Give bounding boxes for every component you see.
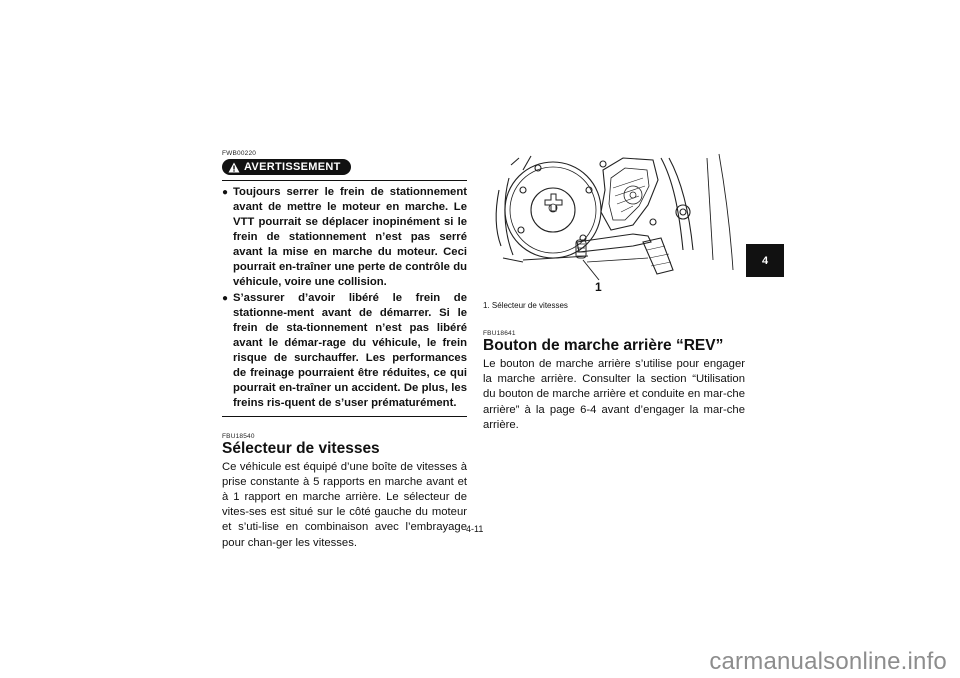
warning-item-text: S’assurer d’avoir libéré le frein de stationne-ment avant de démarrer. Si le frein de sta-tionnement n’est pas libéré avant le démar-rage du véhicule, le frein risque de surchauffer. Les performances de freinage pourraient être réduites, ce qui pourrait en-traîner un accident. De plus, les freins ris-quent de s’user prématurément. <box>233 291 467 409</box>
warning-item-text: Toujours serrer le frein de stationnement avant de mettre le moteur en marche. Le VTT pourrait se déplacer inopinément si le frein de stationnement n’est pas serré avant la mise en marche du moteur. Ceci pourrait en-traîner une perte de contrôle du véhicule, voire une collision. <box>233 185 467 288</box>
section-title: Sélecteur de vitesses <box>222 439 380 457</box>
section-body: Ce véhicule est équipé d’une boîte de vitesses à prise constante à 5 rapports en marche avant et à 1 rapport en marche arrière. Le sélecteur de vites-ses est situé sur le côté gauche du moteur et s’uti-lise en combinaison avec l’embrayage pour chan-ger les vitesses. <box>222 460 467 549</box>
chapter-tab: 4 <box>746 244 784 277</box>
left-column <box>222 150 467 551</box>
warning-bottom-rule <box>222 416 467 417</box>
shift-lever-illustration <box>483 150 745 295</box>
warning-label: AVERTISSEMENT <box>244 161 341 173</box>
watermark: carmanualsonline.info <box>709 648 947 675</box>
section-title: Bouton de marche arrière “REV” <box>483 337 724 354</box>
section-code: FBU18540 <box>222 432 255 440</box>
warning-item <box>222 185 467 290</box>
warning-list <box>222 185 467 411</box>
page-number: 4-11 <box>466 524 484 534</box>
section-code: FBU18641 <box>483 330 516 337</box>
warning-badge <box>222 159 351 175</box>
warning-item <box>222 291 467 411</box>
warning-code: FWB00220 <box>222 150 257 157</box>
right-column <box>483 150 745 433</box>
figure-callout-number: 1 <box>595 280 602 294</box>
bullet-icon: ● <box>222 186 229 198</box>
section-body: Le bouton de marche arrière s’utilise pour engager la marche arrière. Consulter la section “Utilisation du bouton de marche arrière et conduite en mar-che arrière” à la page 6-4 avant d’engager la mar-che arrière. <box>483 358 745 431</box>
figure-caption: 1. Sélecteur de vitesses <box>483 301 568 310</box>
bullet-icon: ● <box>222 292 229 304</box>
warning-triangle-icon <box>228 162 240 173</box>
warning-top-rule <box>222 180 467 181</box>
engine-drawing <box>483 150 745 300</box>
